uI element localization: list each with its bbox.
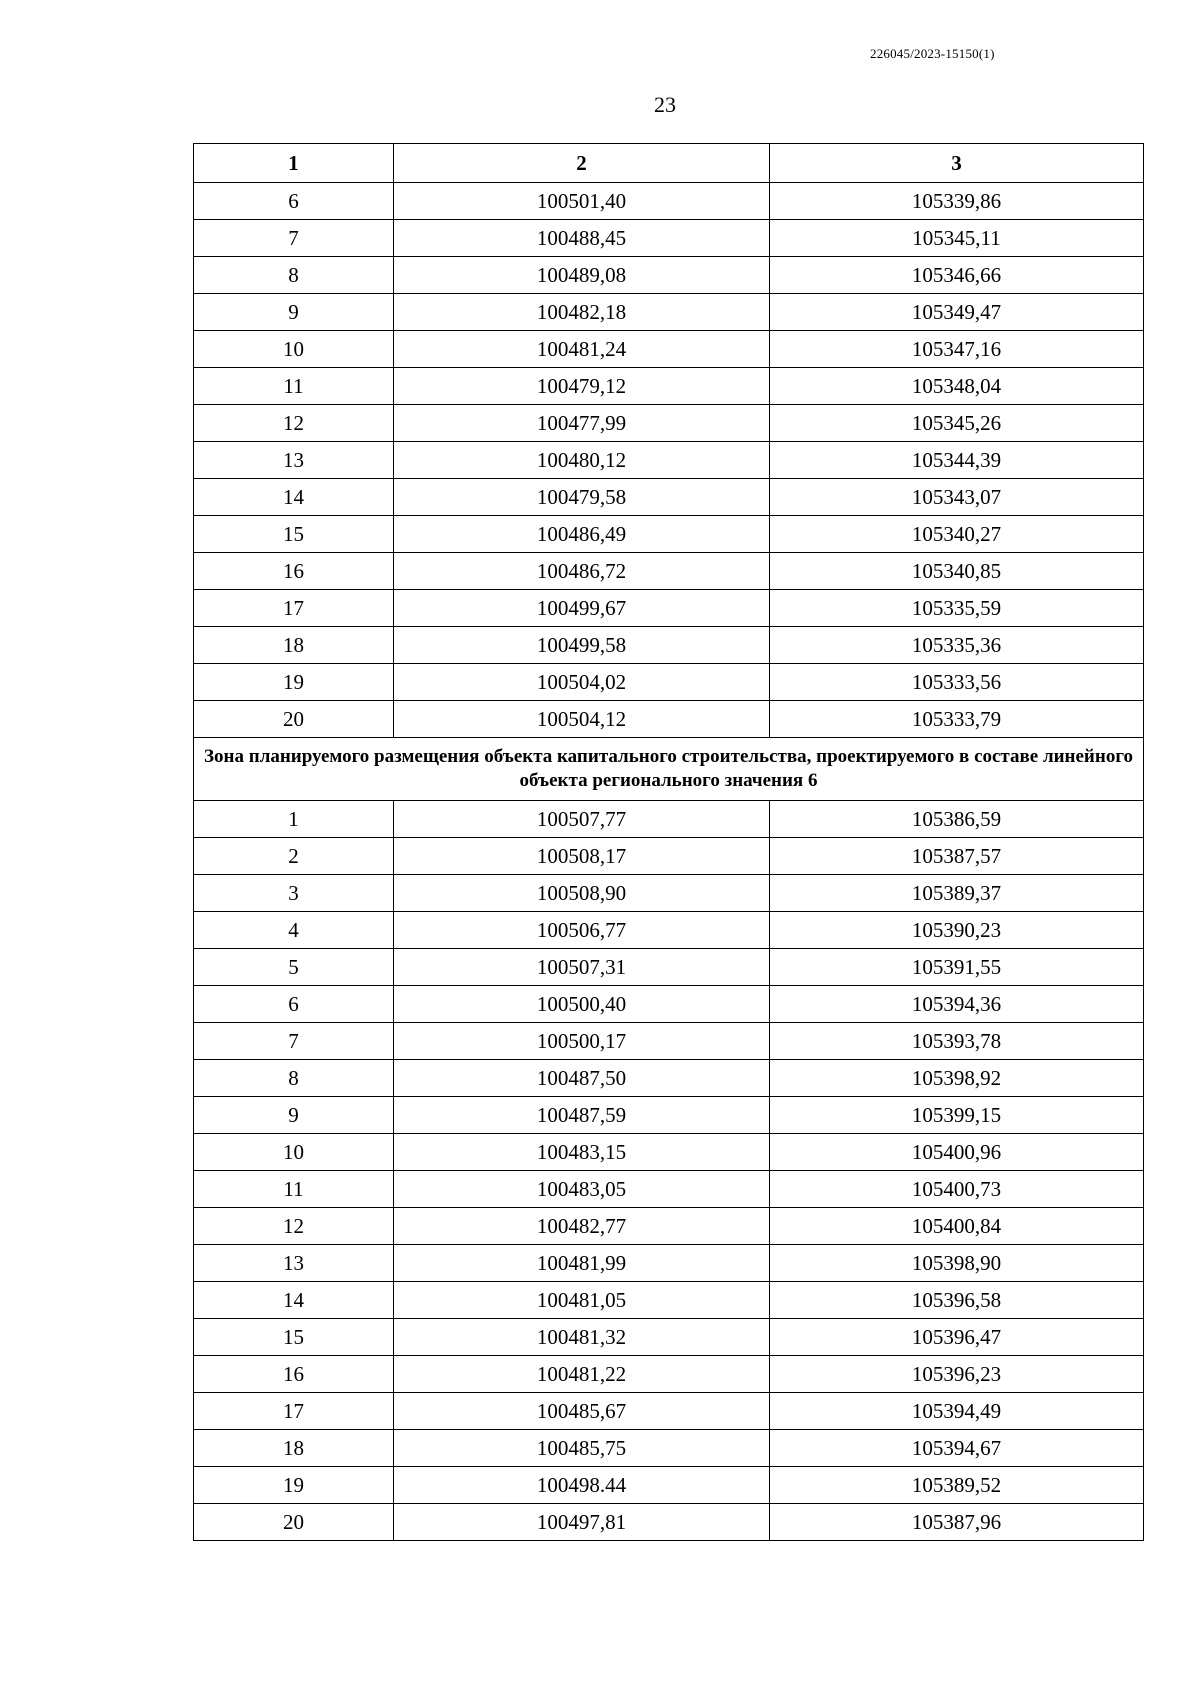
table-row bbox=[194, 1393, 1144, 1430]
table-row bbox=[194, 220, 1144, 257]
coordinate-y-cell: 105340,27 bbox=[770, 516, 1144, 553]
point-number-cell: 11 bbox=[194, 368, 394, 405]
point-number-cell: 7 bbox=[194, 1023, 394, 1060]
table-row bbox=[194, 1282, 1144, 1319]
point-number-cell: 17 bbox=[194, 1393, 394, 1430]
table-row bbox=[194, 838, 1144, 875]
coordinate-x-cell: 100489,08 bbox=[394, 257, 770, 294]
coordinate-x-cell: 100507,31 bbox=[394, 949, 770, 986]
point-number-cell: 6 bbox=[194, 183, 394, 220]
point-number-cell: 9 bbox=[194, 1097, 394, 1134]
table-row bbox=[194, 1430, 1144, 1467]
coordinate-x-cell: 100500,17 bbox=[394, 1023, 770, 1060]
coordinate-x-cell: 100501,40 bbox=[394, 183, 770, 220]
coordinate-x-cell: 100479,58 bbox=[394, 479, 770, 516]
table-row bbox=[194, 627, 1144, 664]
coordinate-y-cell: 105335,36 bbox=[770, 627, 1144, 664]
coordinate-x-cell: 100481,05 bbox=[394, 1282, 770, 1319]
coordinate-x-cell: 100506,77 bbox=[394, 912, 770, 949]
point-number-cell: 19 bbox=[194, 1467, 394, 1504]
section-header-row bbox=[194, 738, 1144, 801]
coordinate-x-cell: 100486,72 bbox=[394, 553, 770, 590]
coordinates-table bbox=[193, 143, 1144, 1541]
point-number-cell: 15 bbox=[194, 516, 394, 553]
table-row bbox=[194, 1134, 1144, 1171]
table-row bbox=[194, 986, 1144, 1023]
coordinate-x-cell: 100508,90 bbox=[394, 875, 770, 912]
point-number-cell: 8 bbox=[194, 257, 394, 294]
point-number-cell: 18 bbox=[194, 1430, 394, 1467]
table-row bbox=[194, 1504, 1144, 1541]
point-number-cell: 2 bbox=[194, 838, 394, 875]
point-number-cell: 12 bbox=[194, 1208, 394, 1245]
section-title: Зона планируемого размещения объекта капитального строительства, проектируемого в составе линейного объекта регионального значения 6 bbox=[194, 738, 1144, 801]
table-row bbox=[194, 1319, 1144, 1356]
table-row bbox=[194, 405, 1144, 442]
point-number-cell: 14 bbox=[194, 479, 394, 516]
coordinate-x-cell: 100481,32 bbox=[394, 1319, 770, 1356]
column-header: 1 bbox=[194, 144, 394, 183]
point-number-cell: 8 bbox=[194, 1060, 394, 1097]
point-number-cell: 20 bbox=[194, 701, 394, 738]
coordinate-y-cell: 105345,26 bbox=[770, 405, 1144, 442]
point-number-cell: 9 bbox=[194, 294, 394, 331]
coordinate-x-cell: 100488,45 bbox=[394, 220, 770, 257]
table-row bbox=[194, 701, 1144, 738]
coordinate-x-cell: 100480,12 bbox=[394, 442, 770, 479]
table-row bbox=[194, 590, 1144, 627]
coordinate-x-cell: 100486,49 bbox=[394, 516, 770, 553]
coordinate-x-cell: 100485,67 bbox=[394, 1393, 770, 1430]
coordinate-y-cell: 105398,90 bbox=[770, 1245, 1144, 1282]
coordinate-x-cell: 100483,05 bbox=[394, 1171, 770, 1208]
table-row bbox=[194, 664, 1144, 701]
table-row bbox=[194, 257, 1144, 294]
table-row bbox=[194, 331, 1144, 368]
point-number-cell: 19 bbox=[194, 664, 394, 701]
table-row bbox=[194, 1356, 1144, 1393]
coordinate-y-cell: 105333,56 bbox=[770, 664, 1144, 701]
coordinate-x-cell: 100479,12 bbox=[394, 368, 770, 405]
coordinate-x-cell: 100487,50 bbox=[394, 1060, 770, 1097]
point-number-cell: 16 bbox=[194, 553, 394, 590]
coordinate-y-cell: 105393,78 bbox=[770, 1023, 1144, 1060]
coordinate-y-cell: 105394,67 bbox=[770, 1430, 1144, 1467]
point-number-cell: 3 bbox=[194, 875, 394, 912]
coordinate-y-cell: 105386,59 bbox=[770, 801, 1144, 838]
point-number-cell: 18 bbox=[194, 627, 394, 664]
coordinate-y-cell: 105396,58 bbox=[770, 1282, 1144, 1319]
coordinate-x-cell: 100485,75 bbox=[394, 1430, 770, 1467]
point-number-cell: 14 bbox=[194, 1282, 394, 1319]
coordinate-y-cell: 105346,66 bbox=[770, 257, 1144, 294]
coordinate-y-cell: 105396,47 bbox=[770, 1319, 1144, 1356]
coordinate-y-cell: 105390,23 bbox=[770, 912, 1144, 949]
table-row bbox=[194, 1060, 1144, 1097]
coordinate-x-cell: 100499,58 bbox=[394, 627, 770, 664]
coordinate-x-cell: 100507,77 bbox=[394, 801, 770, 838]
table-row bbox=[194, 912, 1144, 949]
coordinate-y-cell: 105398,92 bbox=[770, 1060, 1144, 1097]
point-number-cell: 4 bbox=[194, 912, 394, 949]
table-row bbox=[194, 183, 1144, 220]
coordinate-x-cell: 100497,81 bbox=[394, 1504, 770, 1541]
table-row bbox=[194, 294, 1144, 331]
coordinate-y-cell: 105400,73 bbox=[770, 1171, 1144, 1208]
table-row bbox=[194, 516, 1144, 553]
coordinate-y-cell: 105400,84 bbox=[770, 1208, 1144, 1245]
table-row bbox=[194, 368, 1144, 405]
coordinate-y-cell: 105389,52 bbox=[770, 1467, 1144, 1504]
coordinate-y-cell: 105333,79 bbox=[770, 701, 1144, 738]
coordinate-x-cell: 100498.44 bbox=[394, 1467, 770, 1504]
coordinate-y-cell: 105387,57 bbox=[770, 838, 1144, 875]
coordinate-x-cell: 100504,12 bbox=[394, 701, 770, 738]
coordinate-y-cell: 105396,23 bbox=[770, 1356, 1144, 1393]
coordinate-x-cell: 100481,99 bbox=[394, 1245, 770, 1282]
table-row bbox=[194, 1245, 1144, 1282]
coordinate-y-cell: 105348,04 bbox=[770, 368, 1144, 405]
coordinate-y-cell: 105387,96 bbox=[770, 1504, 1144, 1541]
point-number-cell: 16 bbox=[194, 1356, 394, 1393]
coordinate-x-cell: 100477,99 bbox=[394, 405, 770, 442]
table-row bbox=[194, 1171, 1144, 1208]
table-row bbox=[194, 801, 1144, 838]
point-number-cell: 13 bbox=[194, 442, 394, 479]
coordinate-y-cell: 105399,15 bbox=[770, 1097, 1144, 1134]
coordinate-x-cell: 100481,22 bbox=[394, 1356, 770, 1393]
coordinate-y-cell: 105347,16 bbox=[770, 331, 1144, 368]
point-number-cell: 12 bbox=[194, 405, 394, 442]
coordinate-y-cell: 105343,07 bbox=[770, 479, 1144, 516]
point-number-cell: 1 bbox=[194, 801, 394, 838]
coordinate-x-cell: 100481,24 bbox=[394, 331, 770, 368]
coordinate-y-cell: 105345,11 bbox=[770, 220, 1144, 257]
table-row bbox=[194, 1023, 1144, 1060]
table-row bbox=[194, 553, 1144, 590]
coordinate-y-cell: 105340,85 bbox=[770, 553, 1144, 590]
coordinate-y-cell: 105344,39 bbox=[770, 442, 1144, 479]
coordinate-y-cell: 105339,86 bbox=[770, 183, 1144, 220]
coordinate-x-cell: 100487,59 bbox=[394, 1097, 770, 1134]
point-number-cell: 10 bbox=[194, 1134, 394, 1171]
page-number: 23 bbox=[654, 92, 676, 117]
table-row bbox=[194, 442, 1144, 479]
coordinate-y-cell: 105349,47 bbox=[770, 294, 1144, 331]
table-header-row bbox=[194, 144, 1144, 183]
coordinate-y-cell: 105400,96 bbox=[770, 1134, 1144, 1171]
table-row bbox=[194, 1467, 1144, 1504]
point-number-cell: 10 bbox=[194, 331, 394, 368]
table-row bbox=[194, 949, 1144, 986]
coordinate-x-cell: 100499,67 bbox=[394, 590, 770, 627]
coordinate-y-cell: 105389,37 bbox=[770, 875, 1144, 912]
point-number-cell: 13 bbox=[194, 1245, 394, 1282]
coordinate-x-cell: 100482,18 bbox=[394, 294, 770, 331]
column-header: 2 bbox=[394, 144, 770, 183]
coordinate-x-cell: 100500,40 bbox=[394, 986, 770, 1023]
coordinate-x-cell: 100504,02 bbox=[394, 664, 770, 701]
point-number-cell: 17 bbox=[194, 590, 394, 627]
coordinate-x-cell: 100508,17 bbox=[394, 838, 770, 875]
table-row bbox=[194, 875, 1144, 912]
point-number-cell: 5 bbox=[194, 949, 394, 986]
coordinate-y-cell: 105394,36 bbox=[770, 986, 1144, 1023]
point-number-cell: 6 bbox=[194, 986, 394, 1023]
point-number-cell: 7 bbox=[194, 220, 394, 257]
document-number: 226045/2023-15150(1) bbox=[870, 46, 995, 61]
coordinate-y-cell: 105391,55 bbox=[770, 949, 1144, 986]
coordinate-x-cell: 100483,15 bbox=[394, 1134, 770, 1171]
coordinate-y-cell: 105335,59 bbox=[770, 590, 1144, 627]
column-header: 3 bbox=[770, 144, 1144, 183]
coordinate-y-cell: 105394,49 bbox=[770, 1393, 1144, 1430]
table-row bbox=[194, 1208, 1144, 1245]
table-row bbox=[194, 479, 1144, 516]
point-number-cell: 15 bbox=[194, 1319, 394, 1356]
point-number-cell: 20 bbox=[194, 1504, 394, 1541]
coordinates-table-body bbox=[194, 144, 1144, 1541]
coordinate-x-cell: 100482,77 bbox=[394, 1208, 770, 1245]
table-row bbox=[194, 1097, 1144, 1134]
point-number-cell: 11 bbox=[194, 1171, 394, 1208]
